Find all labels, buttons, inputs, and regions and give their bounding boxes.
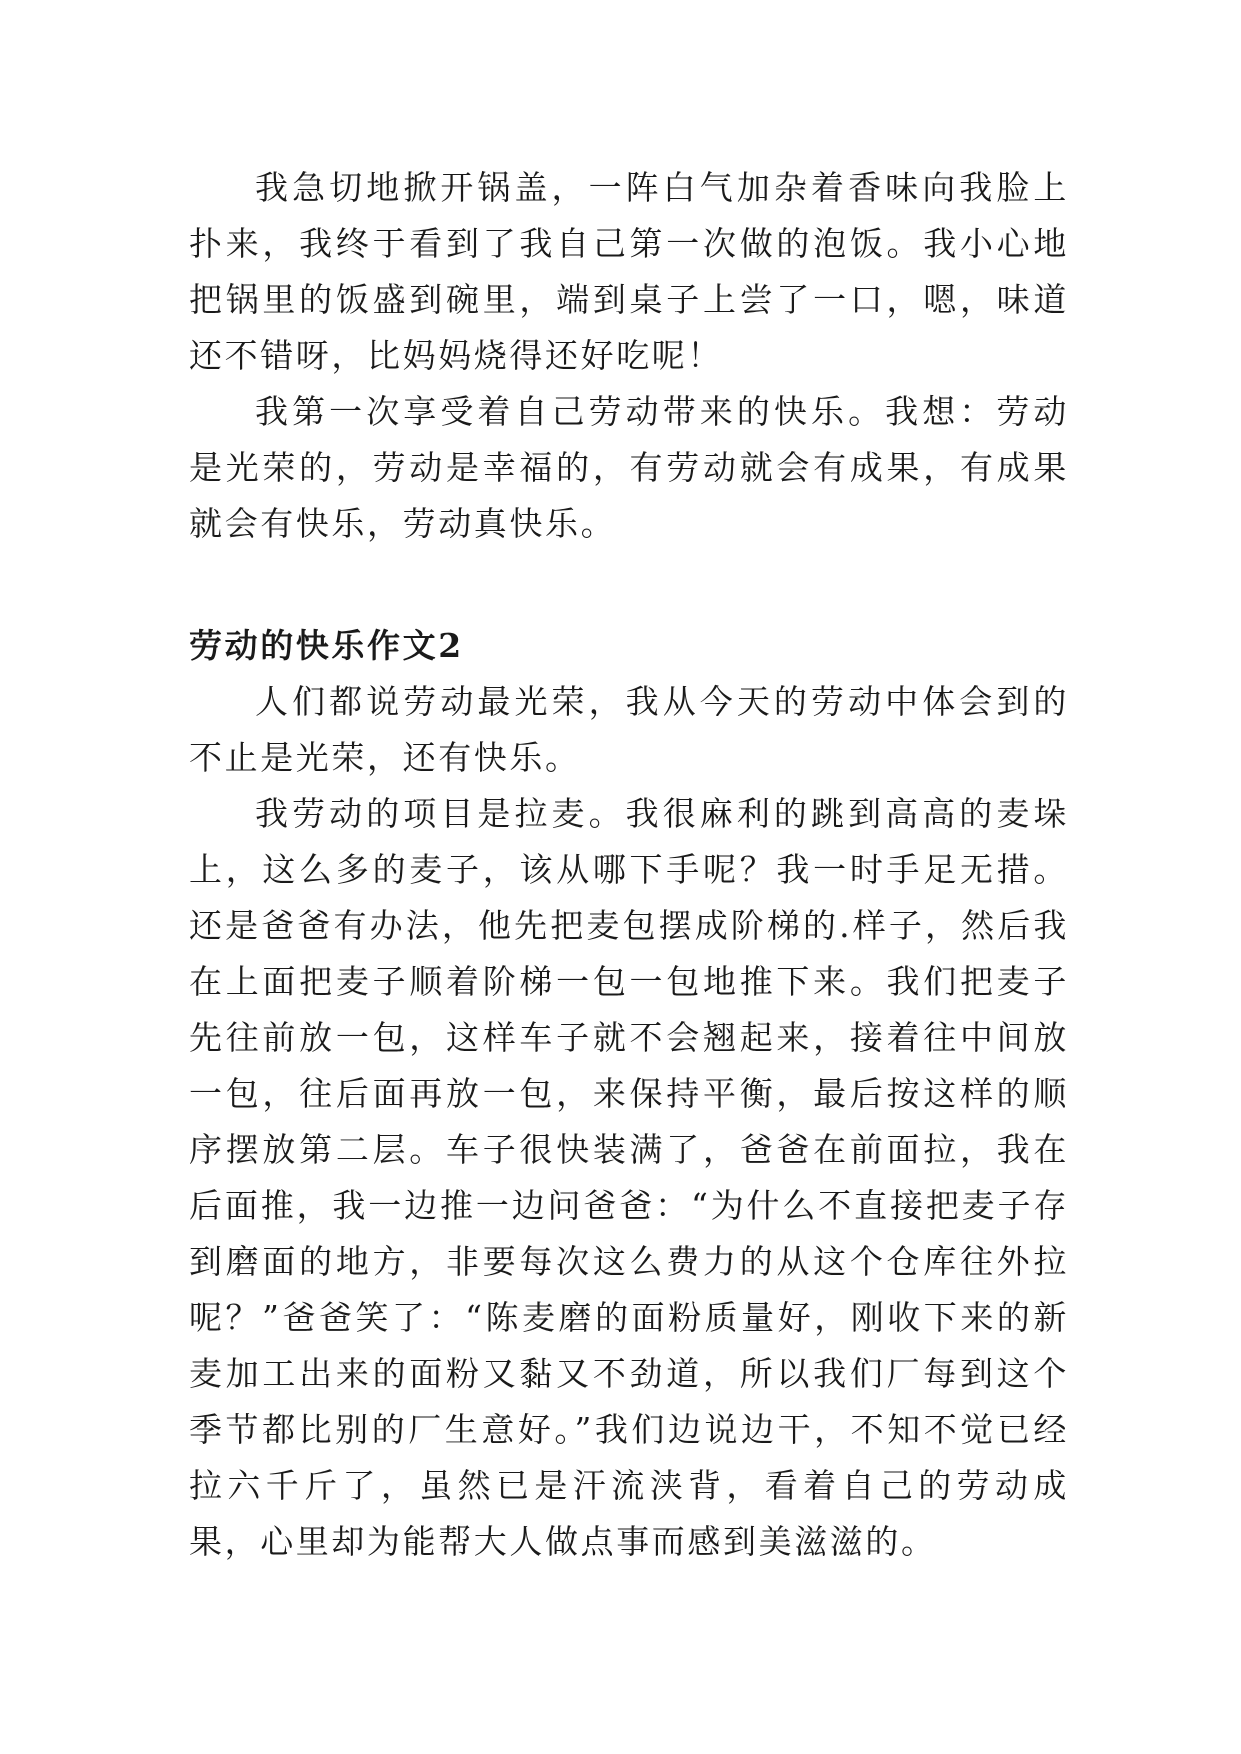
paragraph-labor-joy: 我第一次享受着自己劳动带来的快乐。我想：劳动是光荣的，劳动是幸福的，有劳动就会有成果，有成果就会有快乐，劳动真快乐。 — [189, 392, 1069, 543]
paragraph-pulling-wheat: 我劳动的项目是拉麦。我很麻利的跳到高高的麦垛上，这么多的麦子，该从哪下手呢？我一时手足无措。还是爸爸有办法，他先把麦包摆成阶梯的.样子，然后我在上面把麦子顺着阶梯一包一包地推下来。我们把麦子先往前放一包，这样车子就不会翘起来，接着往中间放一包，往后面再放一包，来保持平衡，最后按这样的顺序摆放第二层。车子很快装满了，爸爸在前面拉，我在后面推，我一边推一边问爸爸：“为什么不直接把麦子存到磨面的地方，非要每次这么费力的从这个仓库往外拉呢？”爸爸笑了：“陈麦磨的面粉质量好，刚收下来的新麦加工出来的面粉又黏又不劲道，所以我们厂每到这个季节都比别的厂生意好。”我们边说边干，不知不觉已经拉六千斤了，虽然已是汗流浃背，看着自己的劳动成果，心里却为能帮大人做点事而感到美滋滋的。 — [189, 794, 1069, 1561]
section-spacer — [189, 552, 1069, 618]
document-body — [189, 160, 1069, 1570]
section-title: 劳动的快乐作文2 — [189, 626, 464, 665]
paragraph-steam-rice: 我急切地掀开锅盖，一阵白气加杂着香味向我脸上扑来，我终于看到了我自己第一次做的泡饭。我小心地把锅里的饭盛到碗里，端到桌子上尝了一口，嗯，味道还不错呀，比妈妈烧得还好吃呢！ — [189, 168, 1069, 375]
paragraph-intro: 人们都说劳动最光荣，我从今天的劳动中体会到的不止是光荣，还有快乐。 — [189, 682, 1069, 777]
